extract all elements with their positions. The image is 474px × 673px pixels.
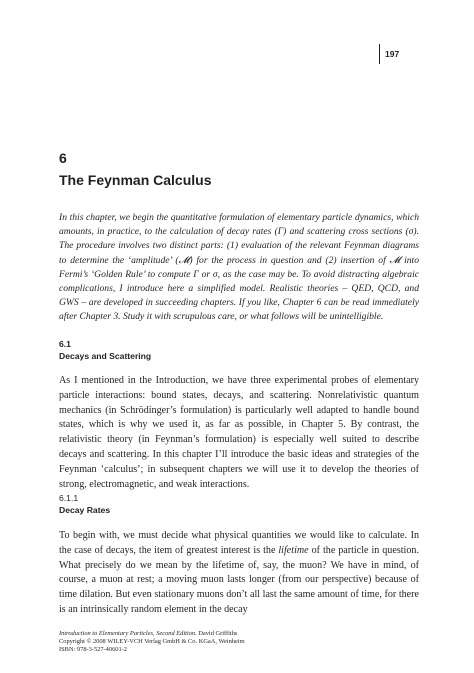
chapter-title: The Feynman Calculus xyxy=(59,172,212,188)
page-number-rule xyxy=(379,44,399,64)
section-title: Decays and Scattering xyxy=(59,351,152,361)
paragraph-text-start: To begin with, we must decide what physical quantities we would like to calculate. In the case of decays, the item of greatest interest is the xyxy=(59,530,419,556)
abstract-text: In this chapter, we begin the quantitative formulation of elementary particle dynamics, which amounts, in practice, to the calculation of decay rates (Γ) and scattering cross sections (σ). The procedure involves two distinct parts: (1) evaluation of the relevant Feynman diagrams to determine the ‘amplitude’ (𝓜) for the process in question and (2) insertion of 𝓜 into Fermi’s ‘Golden Rule’ to compute Γ or σ, as the case may be. To avoid distracting algebraic complications, I introduce here a simplified model. Realistic theories – QED, QCD, and GWS – are developed in succeeding chapters. If you like, Chapter 6 can be read immediately after Chapter 3. Study it with scrupulous care, or what follows will be unintelligible. xyxy=(59,212,419,323)
footer-copyright: Copyright © 2008 WILEY-VCH Verlag GmbH & Co. KGaA, Weinheim xyxy=(59,638,245,646)
copyright-footer xyxy=(59,630,419,655)
subsection-number: 6.1.1 xyxy=(59,493,79,503)
footer-isbn: ISBN: 978-3-527-40601-2 xyxy=(59,646,127,654)
page-number: 197 xyxy=(385,49,400,59)
footer-author: David Griffiths xyxy=(196,630,238,637)
footer-citation xyxy=(59,630,419,638)
paragraph-text-end: of the particle in question. What precisely do we mean by the lifetime of, say, the muon? We have in mind, of course, a muon at rest; a moving muon lasts longer (from our perspective) because of time dilation. But even stationary muons don’t all last the same amount of time, for there is an intrinsically random element in the decay xyxy=(59,544,419,615)
section-number: 6.1 xyxy=(59,339,71,349)
section-paragraph: As I mentioned in the Introduction, we have three experimental probes of elementary particle interactions: bound states, decays, and scattering. Nonrelativistic quantum mechanics (in Schrödinger’s formulation) is particularly well adapted to handle bound states, which is why we used it, as far as possible, in Chapter 5. By contrast, the relativistic theory (in Feynman’s formulation) is especially well suited to describe decays and scattering. In this chapter I’ll introduce the basic ideas and strategies of the Feynman ‘calculus’; in subsequent chapters we will use it to develop the theories of strong, electromagnetic, and weak interactions. xyxy=(59,375,419,490)
subsection-paragraph xyxy=(59,529,419,618)
subsection-title: Decay Rates xyxy=(59,505,111,515)
chapter-number: 6 xyxy=(59,150,67,166)
footer-book-title: Introduction to Elementary Particles, Second Edition. xyxy=(59,630,197,637)
chapter-abstract xyxy=(59,211,419,325)
emphasis-lifetime: lifetime xyxy=(278,544,309,556)
